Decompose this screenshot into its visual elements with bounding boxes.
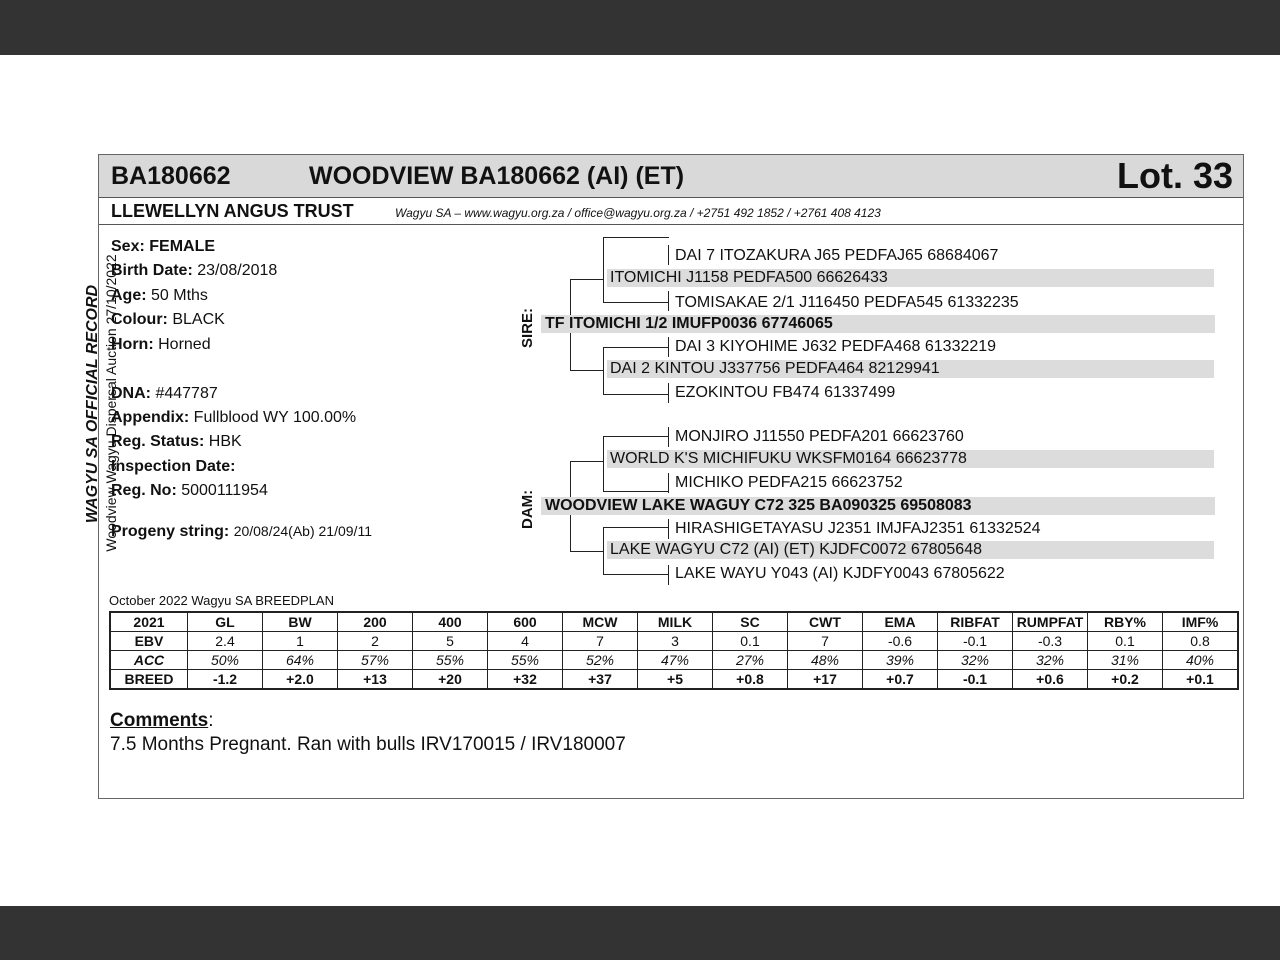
- headers-cell: MCW: [563, 612, 638, 632]
- sire-label: SIRE:: [519, 307, 536, 348]
- headers-cell: GL: [188, 612, 263, 632]
- breed-cell: +0.6: [1013, 670, 1088, 690]
- breed-cell: -0.1: [938, 670, 1013, 690]
- contact-line: Wagyu SA – www.wagyu.org.za / office@wagyu.org.za / +2751 492 1852 / +2761 408 4123: [395, 206, 881, 220]
- comments: Comments: 7.5 Months Pregnant. Ran with bulls IRV170015 / IRV180007: [110, 710, 626, 755]
- sire-dam-sire: DAI 3 KIYOHIME J632 PEDFA468 61332219: [675, 338, 997, 355]
- owner-row: [99, 198, 1243, 225]
- sire-sire-dam: TOMISAKAE 2/1 J116450 PEDFA545 61332235: [675, 294, 1019, 311]
- breed-cell: +32: [488, 670, 563, 690]
- inspection-date-field: Inspection Date:: [111, 458, 236, 475]
- dam-dam: LAKE WAGYU C72 (AI) (ET) KJDFC0072 67805648: [607, 541, 1214, 559]
- sire-dam: DAI 2 KINTOU J337756 PEDFA464 82129941: [607, 360, 1214, 378]
- bottom-bar: [0, 906, 1280, 960]
- dam-sire-sire: MONJIRO J11550 PEDFA201 66623760: [675, 428, 964, 445]
- ebv-cell: 7: [788, 632, 863, 651]
- dam-dam-dam: LAKE WAYU Y043 (AI) KJDFY0043 67805622: [675, 565, 1005, 582]
- sire-dam-dam: EZOKINTOU FB474 61337499: [675, 384, 896, 401]
- dam: WOODVIEW LAKE WAGUY C72 325 BA090325 69508083: [541, 497, 1215, 515]
- ebv-cell: 0.8: [1163, 632, 1239, 651]
- ebv-cell: 1: [263, 632, 338, 651]
- comments-title: Comments: [110, 710, 209, 731]
- ebv-cell: 0.1: [713, 632, 788, 651]
- sex-field: Sex: FEMALE: [111, 238, 216, 255]
- ebv-cell: 3: [638, 632, 713, 651]
- ebv-cell: 0.1: [1088, 632, 1163, 651]
- acc-cell: 48%: [788, 651, 863, 670]
- ebv-cell: EBV: [110, 632, 188, 651]
- ebv-cell: -0.6: [863, 632, 938, 651]
- lot-card: [84, 154, 1244, 799]
- animal-id: BA180662: [111, 162, 231, 190]
- headers-cell: 600: [488, 612, 563, 632]
- comments-text: 7.5 Months Pregnant. Ran with bulls IRV170015 / IRV180007: [110, 734, 626, 755]
- breed-cell: +17: [788, 670, 863, 690]
- ebv-cell: 7: [563, 632, 638, 651]
- header-row: [110, 612, 1238, 632]
- auction-label: Woodview Wagyu Dispersal Auction 27/10/2022: [103, 254, 119, 552]
- age-field: Age: 50 Mths: [111, 287, 208, 304]
- breed-cell: +0.7: [863, 670, 938, 690]
- acc-cell: 47%: [638, 651, 713, 670]
- breed-cell: +0.8: [713, 670, 788, 690]
- headers-cell: 200: [338, 612, 413, 632]
- progeny-field: Progeny string: 20/08/24(Ab) 21/09/11: [111, 523, 372, 540]
- headers-cell: SC: [713, 612, 788, 632]
- acc-cell: 31%: [1088, 651, 1163, 670]
- headers-cell: RUMPFAT: [1013, 612, 1088, 632]
- official-record-label: WAGYU SA OFFICIAL RECORD: [84, 284, 101, 524]
- headers-cell: RIBFAT: [938, 612, 1013, 632]
- headers-cell: MILK: [638, 612, 713, 632]
- ebv-row: [110, 632, 1238, 651]
- top-bar: [0, 0, 1280, 55]
- ebv-cell: 2: [338, 632, 413, 651]
- headers-cell: 2021: [110, 612, 188, 632]
- birth-date-field: Birth Date: 23/08/2018: [111, 262, 278, 279]
- card-header: [99, 155, 1243, 198]
- ebv-cell: -0.1: [938, 632, 1013, 651]
- breed-row: [110, 670, 1238, 690]
- reg-no-field: Reg. No: 5000111954: [111, 482, 268, 499]
- acc-cell: 55%: [488, 651, 563, 670]
- headers-cell: 400: [413, 612, 488, 632]
- dna-field: DNA: #447787: [111, 385, 218, 402]
- colour-field: Colour: BLACK: [111, 311, 225, 328]
- breed-cell: +37: [563, 670, 638, 690]
- acc-cell: 27%: [713, 651, 788, 670]
- acc-cell: ACC: [110, 651, 188, 670]
- acc-cell: 55%: [413, 651, 488, 670]
- sire: TF ITOMICHI 1/2 IMUFP0036 67746065: [541, 315, 1215, 333]
- breed-cell: +0.1: [1163, 670, 1239, 690]
- ebv-table: [109, 611, 1239, 690]
- dam-dam-sire: HIRASHIGETAYASU J2351 IMJFAJ2351 61332524: [675, 520, 1041, 537]
- ebv-cell: 4: [488, 632, 563, 651]
- animal-name: WOODVIEW BA180662 (AI) (ET): [309, 162, 685, 190]
- breed-cell: +0.2: [1088, 670, 1163, 690]
- acc-cell: 32%: [938, 651, 1013, 670]
- breedplan-title: October 2022 Wagyu SA BREEDPLAN: [109, 593, 334, 608]
- headers-cell: IMF%: [1163, 612, 1239, 632]
- headers-cell: CWT: [788, 612, 863, 632]
- breed-cell: +5: [638, 670, 713, 690]
- breed-cell: BREED: [110, 670, 188, 690]
- acc-cell: 57%: [338, 651, 413, 670]
- acc-cell: 50%: [188, 651, 263, 670]
- acc-row: [110, 651, 1238, 670]
- reg-status-field: Reg. Status: HBK: [111, 433, 242, 450]
- acc-cell: 40%: [1163, 651, 1239, 670]
- breed-cell: +13: [338, 670, 413, 690]
- owner-name: LLEWELLYN ANGUS TRUST: [111, 201, 354, 221]
- ebv-cell: 5: [413, 632, 488, 651]
- acc-cell: 64%: [263, 651, 338, 670]
- dam-sire-dam: MICHIKO PEDFA215 66623752: [675, 474, 903, 491]
- sire-sire-sire: DAI 7 ITOZAKURA J65 PEDFAJ65 68684067: [675, 247, 999, 264]
- headers-cell: BW: [263, 612, 338, 632]
- headers-cell: RBY%: [1088, 612, 1163, 632]
- ebv-cell: 2.4: [188, 632, 263, 651]
- ebv-cell: -0.3: [1013, 632, 1088, 651]
- sire-sire: ITOMICHI J1158 PEDFA500 66626433: [607, 269, 1214, 287]
- dam-label: DAM:: [519, 489, 536, 529]
- breed-cell: +20: [413, 670, 488, 690]
- appendix-field: Appendix: Fullblood WY 100.00%: [111, 409, 357, 426]
- acc-cell: 52%: [563, 651, 638, 670]
- acc-cell: 32%: [1013, 651, 1088, 670]
- headers-cell: EMA: [863, 612, 938, 632]
- acc-cell: 39%: [863, 651, 938, 670]
- horn-field: Horn: Horned: [111, 336, 211, 353]
- dam-sire: WORLD K'S MICHIFUKU WKSFM0164 66623778: [607, 450, 1214, 468]
- lot-number: Lot. 33: [1116, 155, 1233, 196]
- breed-cell: +2.0: [263, 670, 338, 690]
- breed-cell: -1.2: [188, 670, 263, 690]
